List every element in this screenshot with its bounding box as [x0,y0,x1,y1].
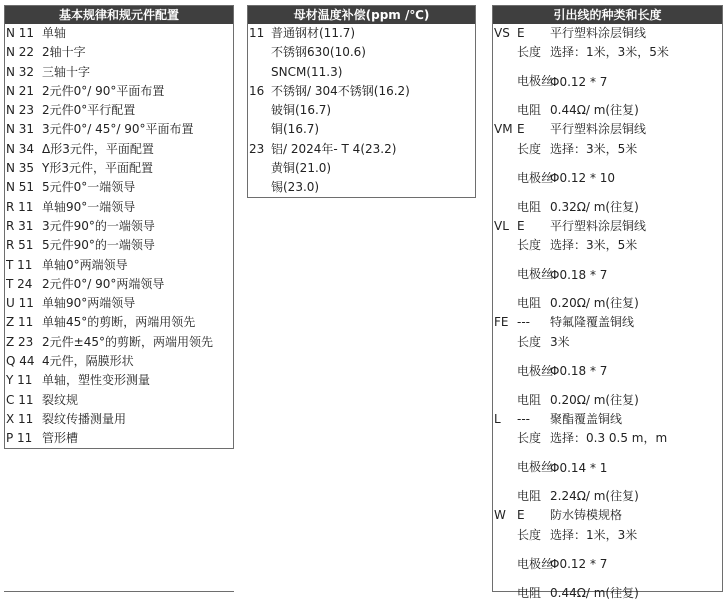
pattern-code: X 11 [6,411,34,426]
spec-value: 0.44Ω/ m(往复) [550,103,639,118]
table-row [493,333,722,352]
pattern-code: R 51 [6,238,34,253]
table-row [5,429,233,448]
spec-label: E [517,218,525,233]
pattern-code: R 11 [6,199,34,214]
material-description: 普通钢材(11.7) [271,26,356,40]
pattern-code: Z 11 [6,315,34,330]
spec-label: 长度 [517,238,542,253]
table-row [493,101,722,120]
pattern-description: 2元件0°/ 90°平面布置 [42,83,165,98]
spec-value: 选择：3米，5米 [550,141,638,156]
lead-wire-code [493,391,517,410]
spec-value: Φ0.12 * 7 [550,557,608,572]
coefficient-code [248,101,271,120]
lead-wire-code: VL [494,218,509,233]
table-row [5,101,233,120]
table-row [5,391,233,410]
lead-wire-code [493,584,517,603]
spec-label: 电阻 [517,392,542,407]
spec-label: 长度 [517,141,542,156]
spec-value: Φ0.12 * 10 [550,171,616,186]
table-row [493,487,722,506]
table-row [493,140,722,159]
table-row [5,159,233,178]
spec-value: 聚酯覆盖铜线 [550,411,623,426]
table-row [248,178,475,197]
spec-label: 电极丝 [517,363,554,378]
pattern-code: T 24 [6,276,33,291]
lead-wire-code: FE [494,315,509,330]
spec-value: 选择：3米，5米 [550,238,638,253]
pattern-description: 单轴90°一端领导 [42,199,136,214]
pattern-description: 单轴0°两端领导 [42,257,128,272]
lead-wire-code [493,294,517,313]
lead-wire-code [493,140,517,159]
table-row [493,506,722,525]
pattern-code: N 32 [6,64,35,79]
pattern-description: 2元件±45°的剪断，两端用领先 [42,334,213,349]
spec-label: 电极丝 [517,460,554,475]
temp-table-body [248,24,475,198]
pattern-code: N 21 [6,83,35,98]
pattern-description: 5元件90°的一端领导 [42,238,155,253]
lead-wire-code [493,333,517,352]
lead-wire-code [493,198,517,217]
table-row [5,371,233,390]
table-row [248,159,475,178]
table-row [5,236,233,255]
coefficient-code [248,159,271,178]
table-row [5,352,233,371]
lead-wire-code: L [494,411,501,426]
coefficient-code [248,120,271,139]
table-row [493,584,722,603]
spec-label: 电阻 [517,199,542,214]
pattern-description: 裂纹规 [42,392,79,407]
pattern-description: Δ形3元件，平面配置 [42,141,154,156]
table-row [5,333,233,352]
pattern-description: 3元件90°的一端领导 [42,218,155,233]
spec-value: Φ0.14 * 1 [550,460,608,475]
table-row [5,63,233,82]
spec-value: 特氟隆覆盖铜线 [550,315,635,330]
pattern-description: 单轴，塑性变形测量 [42,373,151,388]
pattern-description: 2轴十字 [42,45,86,60]
pattern-description: 2元件0°/ 90°两端领导 [42,276,165,291]
lead-wire-code: W [494,508,506,523]
spec-label: E [517,26,525,40]
table-row [5,178,233,197]
lead-wire-code [493,101,517,120]
table-row [493,526,722,545]
pattern-table-body [5,24,233,449]
material-description: 黄铜(21.0) [271,161,332,176]
spec-value: 0.20Ω/ m(往复) [550,392,639,407]
pattern-code: C 11 [6,392,34,407]
table-row [5,313,233,332]
table-row [5,24,233,43]
pattern-code: N 31 [6,122,35,137]
coefficient-code: 16 [249,83,265,98]
pattern-code: Q 44 [6,354,35,369]
spec-label: E [517,122,525,137]
table-row [5,120,233,139]
table-row [493,391,722,410]
table-row [493,294,722,313]
pattern-code: N 34 [6,141,35,156]
spec-value: 平行塑料涂层铜线 [550,122,647,137]
temp-table-header: 母材温度补偿(ppm /℃) [248,6,475,24]
spec-value: Φ0.12 * 7 [550,74,608,89]
pattern-description: 管形槽 [42,431,79,446]
table-row [5,43,233,62]
material-description: 不锈钢/ 304不锈钢(16.2) [271,83,410,98]
table-row [493,159,722,198]
pattern-description: 单轴 [42,26,67,40]
spec-label: 长度 [517,431,542,446]
pattern-code: Z 23 [6,334,34,349]
pattern-code: T 11 [6,257,33,272]
material-description: SNCM(11.3) [271,64,343,79]
spec-label: 电阻 [517,103,542,118]
lead-wire-table-header: 引出线的种类和长度 [493,6,722,24]
spec-label: E [517,508,525,523]
lead-wire-code [493,487,517,506]
lead-wire-code: VM [494,122,513,137]
table-row [5,140,233,159]
divider-line [4,591,234,595]
table-row [493,449,722,488]
coefficient-code: 23 [249,141,265,156]
coefficient-code [248,43,271,62]
material-description: 锡(23.0) [271,180,320,195]
pattern-description: 裂纹传播测量用 [42,411,127,426]
pattern-description: 三轴十字 [42,64,91,79]
pattern-description: Y形3元件，平面配置 [42,161,153,176]
spec-value: 3米 [550,334,570,349]
table-row [493,313,722,332]
coefficient-code: 11 [249,26,265,40]
table-row [493,24,722,43]
table-row [493,256,722,295]
spec-value: 选择：0.3 0.5 m，m [550,431,668,446]
table-row [5,82,233,101]
pattern-description: 单轴45°的剪断，两端用领先 [42,315,196,330]
spec-value: 0.32Ω/ m(往复) [550,199,639,214]
table-row [493,217,722,236]
table-row [5,217,233,236]
lead-wire-table [492,5,723,600]
pattern-code: Y 11 [6,373,33,388]
spec-label: 电阻 [517,296,542,311]
spec-label: 电极丝 [517,74,554,89]
spec-label: 长度 [517,45,542,60]
temperature-compensation-table [247,5,476,198]
spec-value: 平行塑料涂层铜线 [550,218,647,233]
spec-label: 电阻 [517,489,542,504]
table-row [493,198,722,217]
material-description: 不锈钢630(10.6) [271,45,366,60]
pattern-description: 4元件，隔膜形状 [42,354,134,369]
table-row [493,429,722,448]
table-row [248,63,475,82]
spec-value: 0.20Ω/ m(往复) [550,296,639,311]
pattern-code: N 22 [6,45,35,60]
table-row [248,43,475,62]
spec-value: 选择：1米，3米 [550,527,638,542]
table-row [5,198,233,217]
spec-value: Φ0.18 * 7 [550,364,608,379]
spec-value: 0.44Ω/ m(往复) [550,585,639,600]
pattern-description: 2元件0°平行配置 [42,103,136,118]
strain-gauge-pattern-table [4,5,234,449]
table-row [248,101,475,120]
pattern-code: P 11 [6,431,33,446]
pattern-code: U 11 [6,296,34,311]
table-row [493,43,722,62]
pattern-description: 单轴90°两端领导 [42,296,136,311]
spec-label: 电极丝 [517,267,554,282]
spec-label: 电极丝 [517,170,554,185]
spec-value: 选择：1米，3米，5米 [550,45,669,60]
material-description: 铝/ 2024年- T 4(23.2) [271,141,397,156]
pattern-code: N 23 [6,103,35,118]
table-row [493,545,722,584]
table-row [493,63,722,102]
pattern-description: 3元件0°/ 45°/ 90°平面布置 [42,122,194,137]
lead-wire-code [493,526,517,545]
pattern-code: N 11 [6,26,35,40]
table-row [5,294,233,313]
spec-label: 长度 [517,334,542,349]
material-description: 铍铜(16.7) [271,103,332,118]
spec-label: 电极丝 [517,556,554,571]
table-row [5,256,233,275]
table-row [248,24,475,43]
table-row [493,410,722,429]
spec-label: 电阻 [517,585,542,600]
pattern-code: R 31 [6,218,34,233]
lead-wire-code [493,429,517,448]
table-row [493,352,722,391]
spec-value: 防水铸模规格 [550,508,623,523]
pattern-code: N 51 [6,180,35,195]
table-row [248,82,475,101]
pattern-code: N 35 [6,161,35,176]
table-row [248,140,475,159]
spec-label: --- [517,315,530,330]
lead-wire-code [493,43,517,62]
spec-value: 平行塑料涂层铜线 [550,26,647,40]
material-description: 铜(16.7) [271,122,320,137]
table-row [5,275,233,294]
spec-value: Φ0.18 * 7 [550,267,608,282]
spec-label: 长度 [517,527,542,542]
table-row [5,410,233,429]
coefficient-code [248,63,271,82]
spec-label: --- [517,411,530,426]
lead-wire-code: VS [494,26,510,40]
table-row [493,120,722,139]
spec-value: 2.24Ω/ m(往复) [550,489,639,504]
coefficient-code [248,178,271,197]
table-row [493,236,722,255]
pattern-description: 5元件0°一端领导 [42,180,136,195]
lead-wire-table-body [493,24,722,603]
pattern-table-header: 基本规律和规元件配置 [5,6,233,24]
lead-wire-code [493,236,517,255]
table-row [248,120,475,139]
